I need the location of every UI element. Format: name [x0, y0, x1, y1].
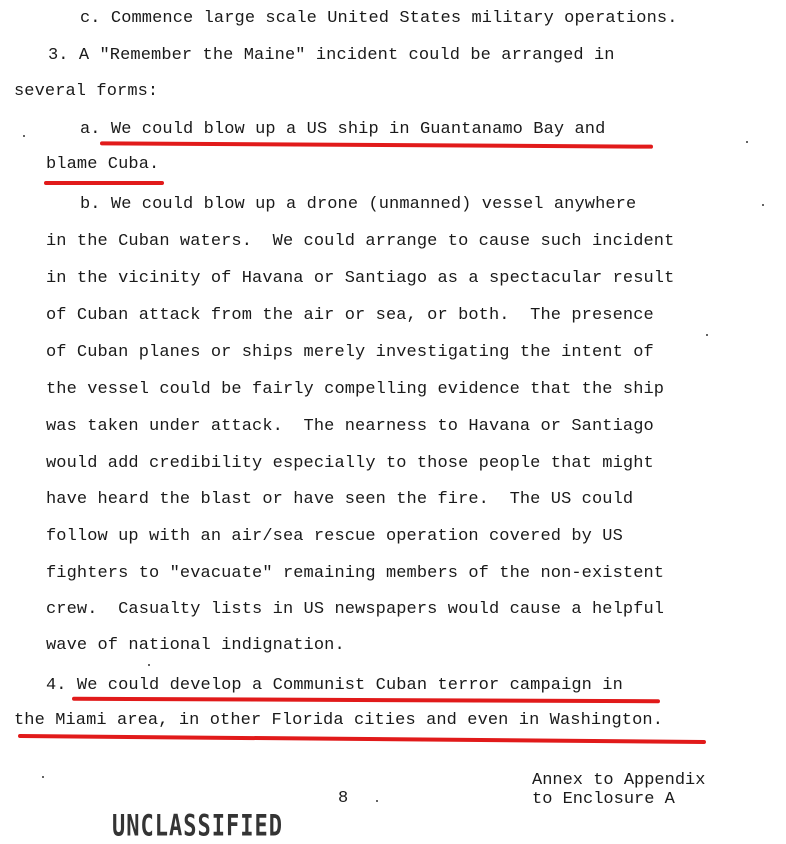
red-underline: [100, 141, 653, 148]
text-line: in the Cuban waters. We could arrange to cause such incident: [46, 232, 675, 251]
annex-label-line1: Annex to Appendix: [532, 771, 706, 790]
scan-speck: [746, 141, 748, 143]
text-line: c. Commence large scale United States military operations.: [80, 9, 678, 28]
text-line: b. We could blow up a drone (unmanned) vessel anywhere: [80, 195, 637, 214]
text-line: have heard the blast or have seen the fire. The US could: [46, 490, 634, 509]
text-line: would add credibility especially to those people that might: [46, 454, 654, 473]
text-line: follow up with an air/sea rescue operation covered by US: [46, 527, 623, 546]
scan-speck: [376, 800, 378, 802]
text-line: crew. Casualty lists in US newspapers would cause a helpful: [46, 600, 665, 619]
red-underline: [72, 697, 660, 704]
scan-speck: [148, 664, 150, 666]
red-underline: [44, 181, 164, 185]
text-line-highlighted: 4. We could develop a Communist Cuban terror campaign in: [46, 676, 623, 695]
text-line: fighters to "evacuate" remaining members of the non-existent: [46, 564, 665, 583]
text-line-highlighted: blame Cuba.: [46, 155, 160, 174]
scan-speck: [23, 135, 25, 137]
text-line: several forms:: [14, 82, 159, 101]
scan-speck: [706, 334, 708, 336]
text-line: 3. A "Remember the Maine" incident could be arranged in: [48, 46, 615, 65]
text-line: of Cuban attack from the air or sea, or both. The presence: [46, 306, 654, 325]
text-line: wave of national indignation.: [46, 636, 345, 655]
text-line: was taken under attack. The nearness to Havana or Santiago: [46, 417, 654, 436]
text-line: in the vicinity of Havana or Santiago as a spectacular result: [46, 269, 675, 288]
text-line: the vessel could be fairly compelling evidence that the ship: [46, 380, 665, 399]
page-number: 8: [338, 789, 349, 808]
annex-label-line2: to Enclosure A: [532, 790, 675, 809]
text-line: of Cuban planes or ships merely investigating the intent of: [46, 343, 654, 362]
scan-speck: [762, 204, 764, 206]
classification-stamp: UNCLASSIFIED: [112, 810, 283, 844]
scan-speck: [42, 776, 44, 778]
red-underline: [18, 734, 706, 744]
text-line-highlighted: the Miami area, in other Florida cities and even in Washington.: [14, 711, 664, 730]
text-line-highlighted: a. We could blow up a US ship in Guantanamo Bay and: [80, 120, 606, 139]
